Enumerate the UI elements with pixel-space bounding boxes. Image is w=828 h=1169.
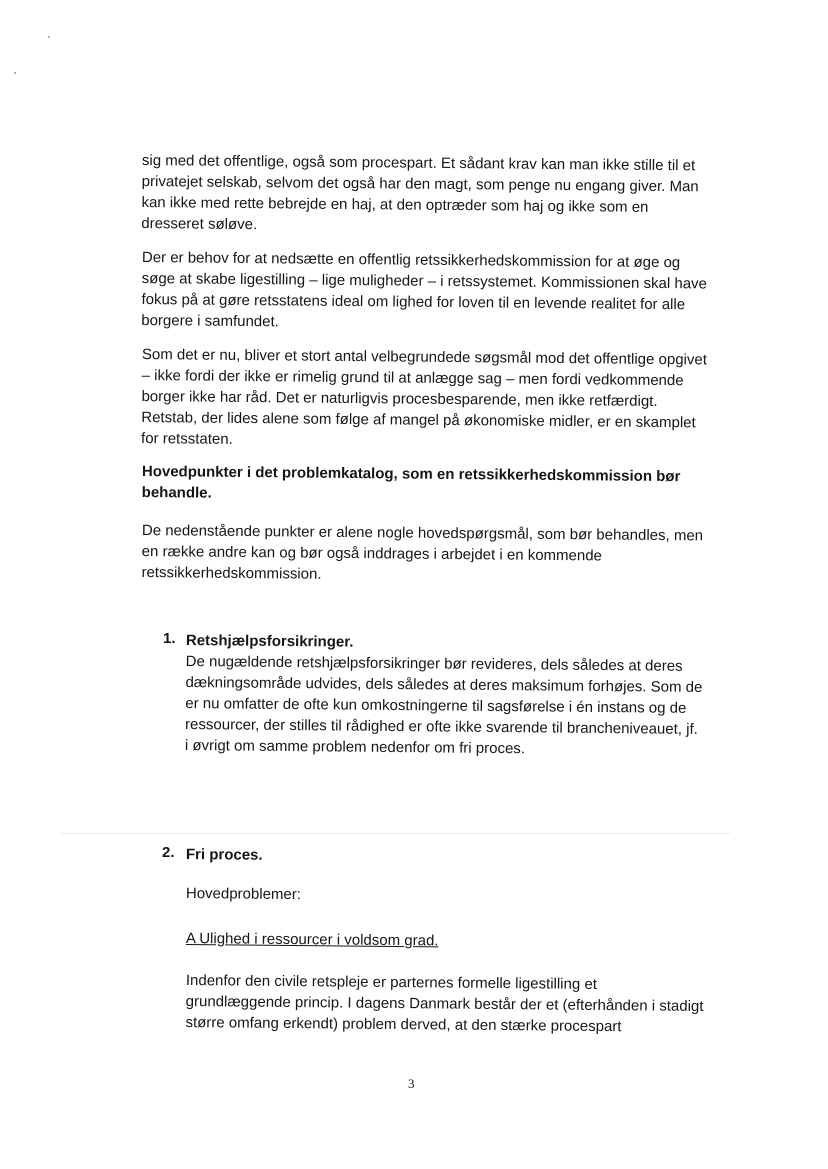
list-item-title: Retshjælpsforsikringer. xyxy=(185,631,354,651)
scan-speck xyxy=(48,36,50,38)
list-item-retshjaelp xyxy=(185,630,706,761)
body-paragraph: Der er behov for at nedsætte en offentlig retssikkerhedskommission for at øge og søge at skabe ligestilling – lige muligheder – i retssystemet. Kommissionen skal have fokus på at gøre retsstatens ideal om lighed for loven til en levende realitet for alle borgere i samfundet. xyxy=(141,248,708,331)
list-item-body: Indenfor den civile retspleje er parternes formelle ligestilling et grundlæggende princip. I dagens Danmark består der et (efterhånden i stadigt større omfang erkendt) problem derved, at den stærke procespart xyxy=(185,971,704,1036)
page-number: 3 xyxy=(408,1076,415,1091)
list-item-body: De nugældende retshjælpsforsikringer bør revideres, dels således at deres dækningsområde udvides, dels således at deres maksimum forhøjes. Som de er nu omfatter de ofte kun omkostningerne til sagsførelse i én instans og de ressourcer, der stilles til rådighed er ofte ikke svarende til brancheniveauet, jf. i øvrigt om samme problem nedenfor om fri proces. xyxy=(184,652,703,758)
body-paragraph: Som det er nu, bliver et stort antal velbegrundede søgsmål mod det offentlige opgivet – ikke fordi der ikke er rimelig grund til at anlægge sag – men fordi vedkommende borger ikke har råd. Det er naturligvis procesbesparende, men ikke retfærdigt. Retstab, der lides alene som følge af mangel på økonomiske midler, er en skamplet for retsstaten. xyxy=(141,345,708,448)
list-number: 2. xyxy=(162,844,175,861)
subheading: Hovedproblemer: xyxy=(185,884,302,904)
section-heading: Hovedpunkter i det problemkatalog, som en retssikkerhedskommission bør behandle. xyxy=(141,462,681,502)
body-paragraph: sig med det offentlige, også som procespart. Et sådant krav kan man ikke stille til et privatejet selskab, selvom det også har den magt, som penge nu engang giver. Man kan ikke med rette bebrejde en haj, at den optræder som haj og ikke som en dresseret søløve. xyxy=(141,151,699,234)
scan-artifact-line xyxy=(60,833,730,834)
subsection-title: A Ulighed i ressourcer i voldsom grad. xyxy=(185,929,439,950)
list-number: 1. xyxy=(163,630,176,647)
list-item-title: Fri proces. xyxy=(185,845,263,864)
scan-speck xyxy=(14,72,16,74)
intro-paragraph: De nedenstående punkter er alene nogle hovedspørgsmål, som bør behandles, men en række andre kan og bør også inddrages i arbejdet i en kommende retssikkerhedskommission. xyxy=(141,521,704,583)
